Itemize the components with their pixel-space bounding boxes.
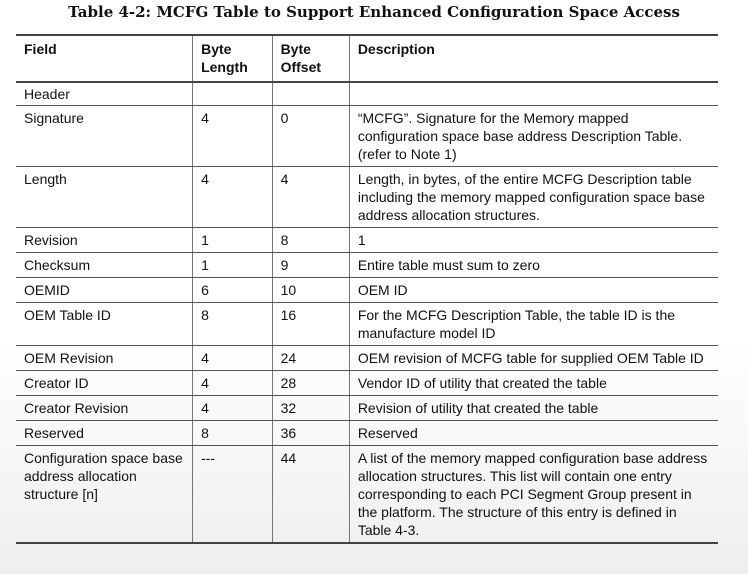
field-cell: Creator Revision	[16, 396, 193, 421]
field-cell: OEM Revision	[16, 346, 193, 371]
table-row	[16, 421, 718, 446]
table-row	[16, 371, 718, 396]
description-cell: OEM ID	[349, 278, 718, 303]
byte-offset-cell: 10	[272, 278, 349, 303]
byte-offset-cell: 44	[272, 446, 349, 544]
description-cell: Vendor ID of utility that created the table	[349, 371, 718, 396]
description-cell: Revision of utility that created the table	[349, 396, 718, 421]
byte-offset-cell: 28	[272, 371, 349, 396]
description-cell: Entire table must sum to zero	[349, 253, 718, 278]
table-header-row	[16, 35, 718, 82]
table-row	[16, 278, 718, 303]
byte-offset-cell: 9	[272, 253, 349, 278]
description-cell: Reserved	[349, 421, 718, 446]
byte-offset-cell: 36	[272, 421, 349, 446]
description-cell: A list of the memory mapped configuration base address allocation structures. This list will contain one entry corresponding to each PCI Segment Group present in the platform. The structure of this entry is defined in Table 4-3.	[349, 446, 718, 544]
column-header-byte-length: Byte Length	[193, 35, 272, 82]
field-cell: OEM Table ID	[16, 303, 193, 346]
byte-offset-cell: 0	[272, 106, 349, 167]
field-cell: Revision	[16, 228, 193, 253]
byte-length-cell: 8	[193, 421, 272, 446]
column-header-description: Description	[349, 35, 718, 82]
byte-length-cell: 1	[193, 253, 272, 278]
table-row	[16, 253, 718, 278]
byte-offset-cell: 8	[272, 228, 349, 253]
table-row	[16, 346, 718, 371]
field-cell: Length	[16, 167, 193, 228]
table-caption: Table 4-2: MCFG Table to Support Enhanced Configuration Space Access	[68, 3, 680, 21]
table-row	[16, 167, 718, 228]
mcfg-table	[16, 34, 718, 544]
byte-offset-cell: 4	[272, 167, 349, 228]
byte-length-cell: 4	[193, 346, 272, 371]
byte-length-cell: 4	[193, 167, 272, 228]
byte-length-cell: ---	[193, 446, 272, 544]
table-row	[16, 446, 718, 544]
table-cell	[193, 82, 272, 106]
byte-offset-cell: 24	[272, 346, 349, 371]
field-cell: Creator ID	[16, 371, 193, 396]
description-cell: “MCFG”. Signature for the Memory mapped configuration space base address Description Table. (refer to Note 1)	[349, 106, 718, 167]
description-cell: OEM revision of MCFG table for supplied OEM Table ID	[349, 346, 718, 371]
description-cell: 1	[349, 228, 718, 253]
column-header-field: Field	[16, 35, 193, 82]
table-row	[16, 396, 718, 421]
byte-length-cell: 4	[193, 106, 272, 167]
section-row-header	[16, 82, 718, 106]
field-cell: Checksum	[16, 253, 193, 278]
byte-length-cell: 1	[193, 228, 272, 253]
byte-offset-cell: 16	[272, 303, 349, 346]
byte-length-cell: 4	[193, 396, 272, 421]
byte-offset-cell: 32	[272, 396, 349, 421]
byte-length-cell: 4	[193, 371, 272, 396]
field-cell: Signature	[16, 106, 193, 167]
section-label: Header	[16, 82, 193, 106]
field-cell: OEMID	[16, 278, 193, 303]
description-cell: For the MCFG Description Table, the table ID is the manufacture model ID	[349, 303, 718, 346]
table-row	[16, 228, 718, 253]
field-cell: Reserved	[16, 421, 193, 446]
table-cell	[272, 82, 349, 106]
field-cell: Configuration space base address allocation structure [n]	[16, 446, 193, 544]
column-header-byte-offset: Byte Offset	[272, 35, 349, 82]
table-row	[16, 106, 718, 167]
byte-length-cell: 8	[193, 303, 272, 346]
table-cell	[349, 82, 718, 106]
description-cell: Length, in bytes, of the entire MCFG Description table including the memory mapped configuration space base address allocation structures.	[349, 167, 718, 228]
byte-length-cell: 6	[193, 278, 272, 303]
table-row	[16, 303, 718, 346]
